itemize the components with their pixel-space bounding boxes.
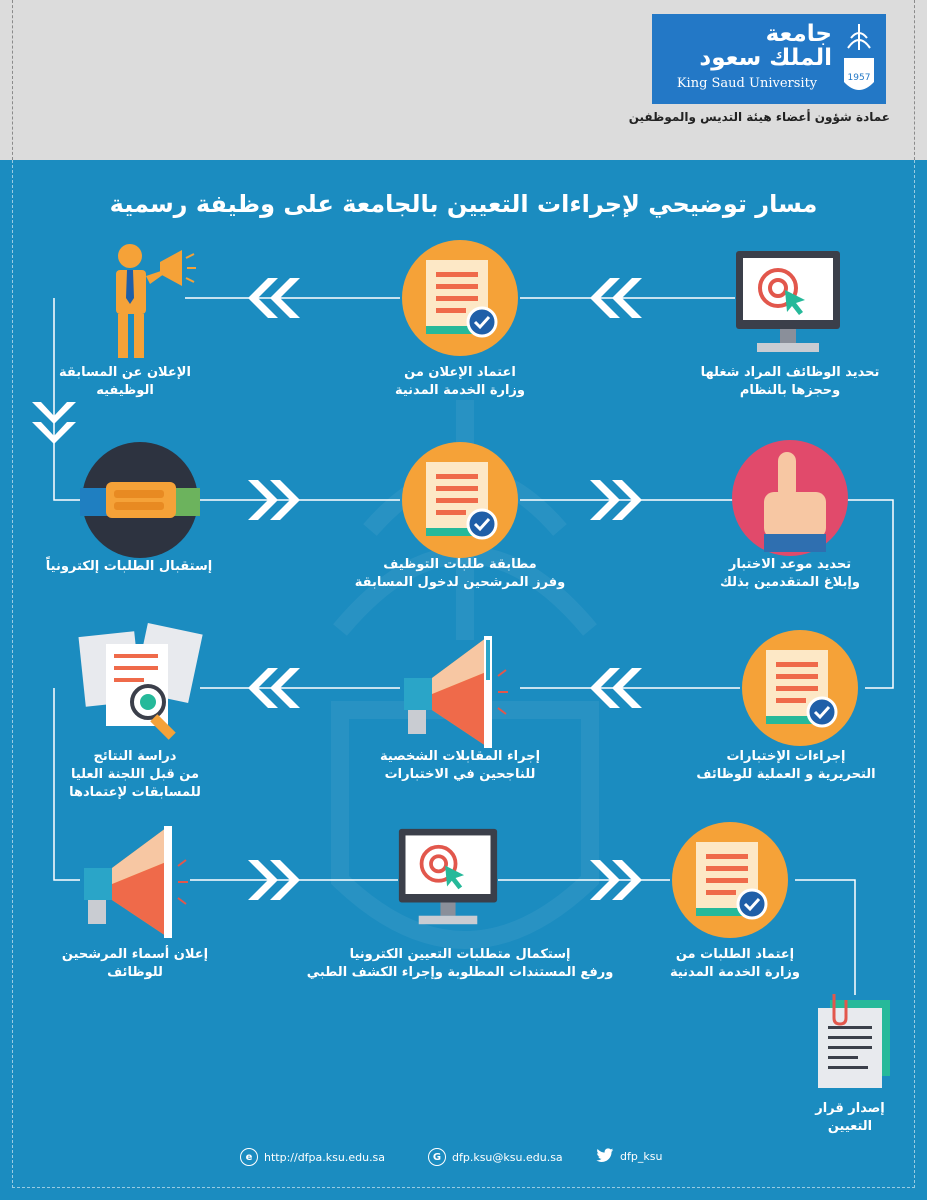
logo-year: 1957 bbox=[847, 73, 871, 83]
step-label: إجراءات الإختبارات التحريرية و العملية للوظائف bbox=[696, 749, 876, 782]
pointing-hand-icon bbox=[730, 438, 850, 558]
monitor-target-icon bbox=[733, 248, 843, 356]
twitter-icon bbox=[596, 1148, 614, 1164]
twitter-handle: dfp_ksu bbox=[620, 1149, 663, 1163]
megaphone-icon bbox=[80, 822, 200, 942]
step-label: دراسة النتائج من قبل اللجنة العليا للمسابقات لإعتمادها bbox=[69, 749, 201, 800]
step-label: إجراء المقابلات الشخصية للناجحين في الاختبارات bbox=[379, 749, 541, 782]
website-link[interactable] bbox=[240, 1148, 385, 1166]
logo-arabic-line1: جامعة bbox=[765, 21, 832, 47]
logo-english-name: King Saud University bbox=[676, 76, 818, 91]
deanship-name: عمادة شؤون أعضاء هيئة التديس والموظفين bbox=[628, 110, 890, 124]
documents-magnifier-icon bbox=[76, 622, 206, 746]
document-check-icon bbox=[400, 440, 520, 560]
step-label: إعلان أسماء المرشحين للوظائف bbox=[61, 947, 209, 980]
step-label: إستكمال متطلبات التعيين الكترونيا ورفع المستندات المطلوبة وإجراء الكشف الطبي bbox=[306, 947, 614, 980]
google-plus-icon: G bbox=[428, 1148, 446, 1166]
logo-arabic-line2: الملك سعود bbox=[699, 45, 832, 71]
step-label: مطابقة طلبات التوظيف وفرز المرشحين لدخول المسابقة bbox=[354, 557, 566, 590]
step-label: إعتماد الطلبات من وزارة الخدمة المدنية bbox=[669, 947, 800, 980]
step-label: إصدار قرار التعيين bbox=[815, 1101, 885, 1134]
monitor-target-icon bbox=[396, 826, 500, 928]
step-label: إستقبال الطلبات إلكترونياً bbox=[45, 559, 213, 574]
megaphone-icon bbox=[400, 632, 520, 752]
twitter-link[interactable] bbox=[596, 1148, 662, 1164]
announcer-person-icon bbox=[108, 240, 198, 360]
handshake-icon bbox=[80, 440, 200, 560]
email-text: dfp.ksu@ksu.edu.sa bbox=[452, 1150, 563, 1164]
document-check-icon bbox=[740, 628, 860, 748]
document-check-icon bbox=[670, 820, 790, 940]
step-label: تحديد موعد الاختبار وإبلاغ المتقدمين بذلك bbox=[720, 557, 860, 590]
step-label: الإعلان عن المسابقة الوظيفيه bbox=[59, 365, 191, 398]
page-title: مسار توضيحي لإجراءات التعيين بالجامعة على وظيفة رسمية bbox=[109, 190, 818, 218]
website-text: http://dfpa.ksu.edu.sa bbox=[264, 1150, 386, 1164]
step-label: تحديد الوظائف المراد شغلها وحجزها بالنظام bbox=[700, 365, 880, 398]
document-check-icon bbox=[400, 238, 520, 358]
step-label: اعتماد الإعلان من وزارة الخدمة المدنية bbox=[394, 365, 525, 398]
email-link[interactable] bbox=[428, 1148, 563, 1166]
clipped-document-icon bbox=[808, 990, 898, 1090]
globe-icon: e bbox=[240, 1148, 258, 1166]
